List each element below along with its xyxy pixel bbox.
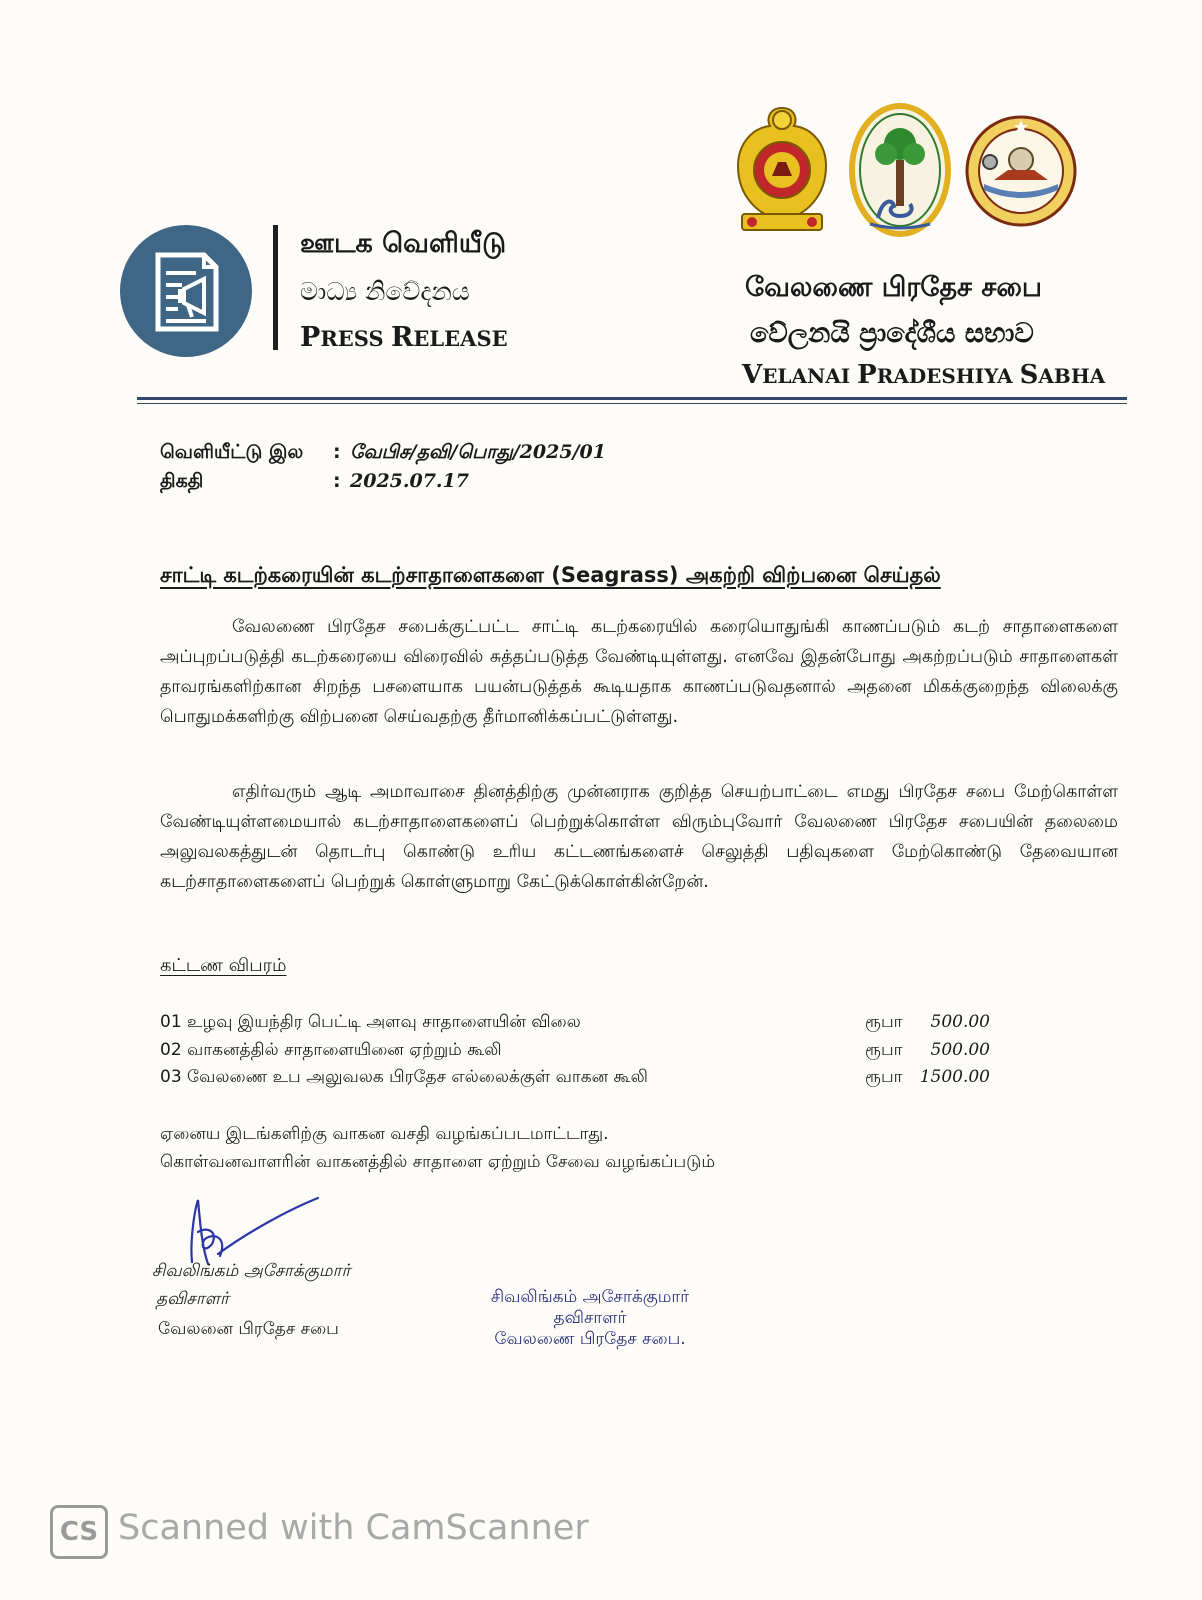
signatory-name: சிவலிங்கம் அசோக்குமார்: [152, 1261, 351, 1281]
fee-row: [160, 1040, 990, 1068]
fee-row: [160, 1067, 990, 1095]
body-paragraph-1: வேலணை பிரதேச சபைக்குட்பட்ட சாட்டி கடற்கரையில் கரையொதுங்கி காணப்படும் கடற் சாதாளைகளை அப்புறப்படுத்தி கடற்கரையை விரைவில் சுத்தப்படுத்த வேண்டியுள்ளது. எனவே இதன்போது அகற்றப்படும் சாதாளைகள் தாவரங்களிற்கான சிறந்த பசளையாக பயன்படுத்தக் கூடியதாக காணப்படுவதனால் அதனை மிகக்குறைந்த விலைக்கு பொதுமக்களிற்கு விற்பனை செய்வதற்கு தீர்மானிக்கப்பட்டுள்ளது.: [160, 617, 1118, 727]
header-rule: [137, 397, 1127, 400]
fee-description: 01 உழவு இயந்திர பெட்டி அளவு சாதாளையின் விலை: [160, 1012, 581, 1032]
stamp-name: சிவலிங்கம் அசோக்குமார்: [490, 1287, 690, 1307]
fee-row: [160, 1012, 990, 1040]
palm-tree-swan-emblem-icon: [848, 100, 952, 242]
fee-currency: ரூபா: [865, 1067, 903, 1087]
signatory-org: வேலனை பிரதேச சபை: [158, 1319, 339, 1339]
note-line-2: கொள்வனவாளரின் வாகனத்தில் சாதாளை ஏற்றும் சேவை வழங்கப்படும்: [160, 1152, 716, 1172]
press-label-sinhala: මාධ්‍ය නිවේදනය: [300, 277, 470, 306]
header-divider: [273, 225, 278, 350]
press-release-icon: [120, 225, 252, 357]
fee-amount: 1500.00: [919, 1067, 990, 1087]
fee-description: 02 வாகனத்தில் சாதாளையினை ஏற்றும் கூலி: [160, 1040, 502, 1060]
org-name-english: VELANAI PRADESHIYA SABHA: [742, 360, 1106, 390]
note-line-1: ஏனைய இடங்களிற்கு வாகன வசதி வழங்கப்படமாட்டாது.: [160, 1124, 609, 1144]
header-rule-thin: [137, 403, 1127, 404]
date-value: 2025.07.17: [350, 470, 469, 492]
sri-lanka-emblem-icon: [732, 104, 832, 240]
org-name-sinhala: වේලනයි ප්‍රාදේශීය සභාව: [750, 318, 1034, 349]
signatory-title: தவிசாளர்: [156, 1289, 229, 1309]
subject-heading: சாட்டி கடற்கரையின் கடற்சாதாளைகளை (Seagrass) அகற்றி விற்பனை செய்தல்: [160, 563, 941, 587]
fee-amount: 500.00: [930, 1040, 990, 1060]
fee-currency: ரூபா: [865, 1040, 903, 1060]
press-label-english: PRESS RELEASE: [300, 322, 508, 353]
velanai-sabha-emblem-icon: [964, 114, 1078, 232]
camscanner-watermark-text: Scanned with CamScanner: [118, 1508, 589, 1548]
date-colon: :: [333, 470, 341, 492]
fees-heading: கட்டண விபரம்: [160, 955, 287, 976]
stamp-title: தவிசாளர்: [553, 1308, 627, 1328]
press-label-tamil: ஊடக வெளியீடு: [300, 228, 507, 259]
fee-currency: ரூபா: [865, 1012, 903, 1032]
ref-value: வேபிச/தவி/பொது/2025/01: [350, 441, 606, 463]
fee-description: 03 வேலணை உப அலுவலக பிரதேச எல்லைக்குள் வாகன கூலி: [160, 1067, 648, 1087]
org-name-tamil: வேலணை பிரதேச சபை: [745, 272, 1042, 303]
stamp-org: வேலணை பிரதேச சபை.: [494, 1329, 686, 1349]
fee-amount: 500.00: [930, 1012, 990, 1032]
camscanner-logo-icon: CS: [50, 1505, 108, 1559]
ref-colon: :: [333, 441, 341, 463]
date-label: திகதி: [160, 470, 204, 492]
ref-label: வெளியீட்டு இல: [160, 441, 304, 463]
body-paragraph-2: எதிர்வரும் ஆடி அமாவாசை தினத்திற்கு முன்னராக குறித்த செயற்பாட்டை எமது பிரதேச சபை மேற்கொள்ள வேண்டியுள்ளமையால் கடற்சாதாளைகளைப் பெற்றுக்கொள்ள விரும்புவோர் வேலணை பிரதேச சபையின் தலைமை அலுவலகத்துடன் தொடர்பு கொண்டு உரிய கட்டணங்களைச் செலுத்தி பதிவுகளை மேற்கொண்டு தேவையான கடற்சாதாளைகளைப் பெற்றுக் கொள்ளுமாறு கேட்டுக்கொள்கின்றேன்.: [160, 782, 1118, 892]
